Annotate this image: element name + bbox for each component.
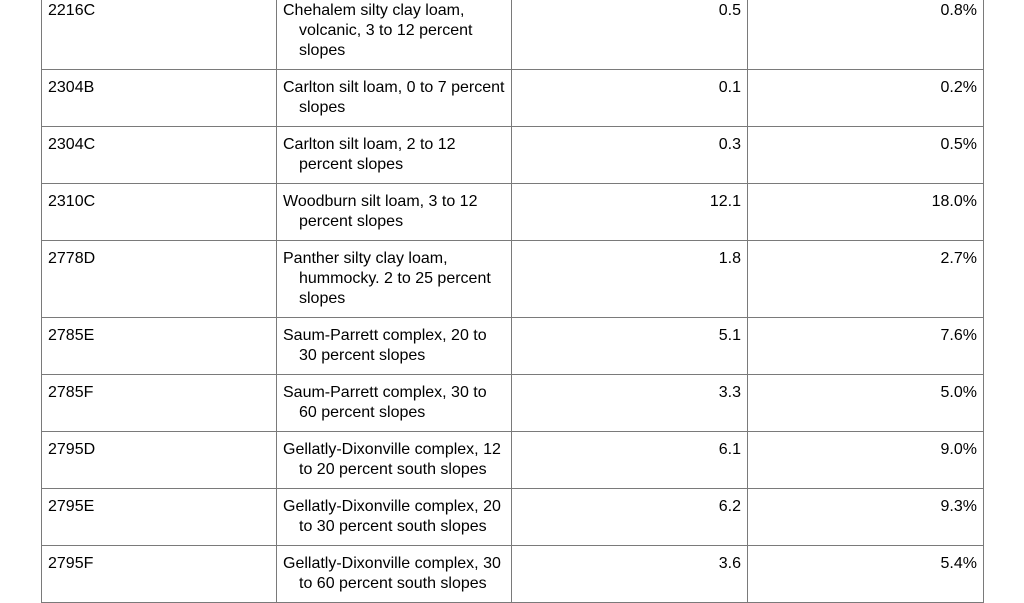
- acres-in-aoi: 1.8: [512, 241, 748, 318]
- percent-of-aoi: 0.2%: [748, 70, 984, 127]
- table-row: [42, 375, 984, 432]
- table-row: [42, 318, 984, 375]
- table-row: [42, 546, 984, 603]
- map-unit-name: Saum-Parrett complex, 20 to 30 percent slopes: [283, 327, 487, 364]
- table-row: [42, 70, 984, 127]
- map-unit-symbol: 2785E: [42, 318, 277, 375]
- map-unit-name: Gellatly-Dixonville complex, 12 to 20 percent south slopes: [283, 441, 501, 478]
- percent-of-aoi: 2.7%: [748, 241, 984, 318]
- soil-map-unit-table: [41, 0, 984, 603]
- acres-in-aoi: 3.3: [512, 375, 748, 432]
- map-unit-name-cell: [277, 184, 512, 241]
- map-unit-name-cell: [277, 489, 512, 546]
- map-unit-symbol: 2795E: [42, 489, 277, 546]
- map-unit-name: Chehalem silty clay loam, volcanic, 3 to 12 percent slopes: [283, 2, 473, 59]
- map-unit-symbol: 2778D: [42, 241, 277, 318]
- map-unit-name-cell: [277, 127, 512, 184]
- acres-in-aoi: 5.1: [512, 318, 748, 375]
- map-unit-symbol: 2795D: [42, 432, 277, 489]
- acres-in-aoi: 0.3: [512, 127, 748, 184]
- map-unit-name: Woodburn silt loam, 3 to 12 percent slopes: [283, 193, 478, 230]
- table-row: [42, 184, 984, 241]
- acres-in-aoi: 0.5: [512, 0, 748, 70]
- percent-of-aoi: 18.0%: [748, 184, 984, 241]
- acres-in-aoi: 3.6: [512, 546, 748, 603]
- map-unit-name-cell: [277, 546, 512, 603]
- map-unit-symbol: 2304C: [42, 127, 277, 184]
- table-row: [42, 432, 984, 489]
- map-unit-symbol: 2785F: [42, 375, 277, 432]
- percent-of-aoi: 5.4%: [748, 546, 984, 603]
- map-unit-name-cell: [277, 0, 512, 70]
- percent-of-aoi: 9.3%: [748, 489, 984, 546]
- map-unit-name-cell: [277, 318, 512, 375]
- map-unit-name: Saum-Parrett complex, 30 to 60 percent slopes: [283, 384, 487, 421]
- map-unit-name-cell: [277, 432, 512, 489]
- table-row: [42, 0, 984, 70]
- percent-of-aoi: 0.8%: [748, 0, 984, 70]
- acres-in-aoi: 6.2: [512, 489, 748, 546]
- percent-of-aoi: 7.6%: [748, 318, 984, 375]
- acres-in-aoi: 0.1: [512, 70, 748, 127]
- map-unit-name: Gellatly-Dixonville complex, 30 to 60 percent south slopes: [283, 555, 501, 592]
- map-unit-symbol: 2795F: [42, 546, 277, 603]
- map-unit-symbol: 2216C: [42, 0, 277, 70]
- map-unit-name: Carlton silt loam, 0 to 7 percent slopes: [283, 79, 505, 116]
- percent-of-aoi: 0.5%: [748, 127, 984, 184]
- map-unit-name: Gellatly-Dixonville complex, 20 to 30 percent south slopes: [283, 498, 501, 535]
- map-unit-name: Panther silty clay loam, hummocky. 2 to 25 percent slopes: [283, 250, 491, 307]
- table-row: [42, 489, 984, 546]
- percent-of-aoi: 9.0%: [748, 432, 984, 489]
- acres-in-aoi: 12.1: [512, 184, 748, 241]
- percent-of-aoi: 5.0%: [748, 375, 984, 432]
- acres-in-aoi: 6.1: [512, 432, 748, 489]
- table-row: [42, 127, 984, 184]
- map-unit-name-cell: [277, 375, 512, 432]
- map-unit-name: Carlton silt loam, 2 to 12 percent slopes: [283, 136, 456, 173]
- table-row: [42, 241, 984, 318]
- map-unit-name-cell: [277, 70, 512, 127]
- map-unit-name-cell: [277, 241, 512, 318]
- map-unit-symbol: 2304B: [42, 70, 277, 127]
- map-unit-symbol: 2310C: [42, 184, 277, 241]
